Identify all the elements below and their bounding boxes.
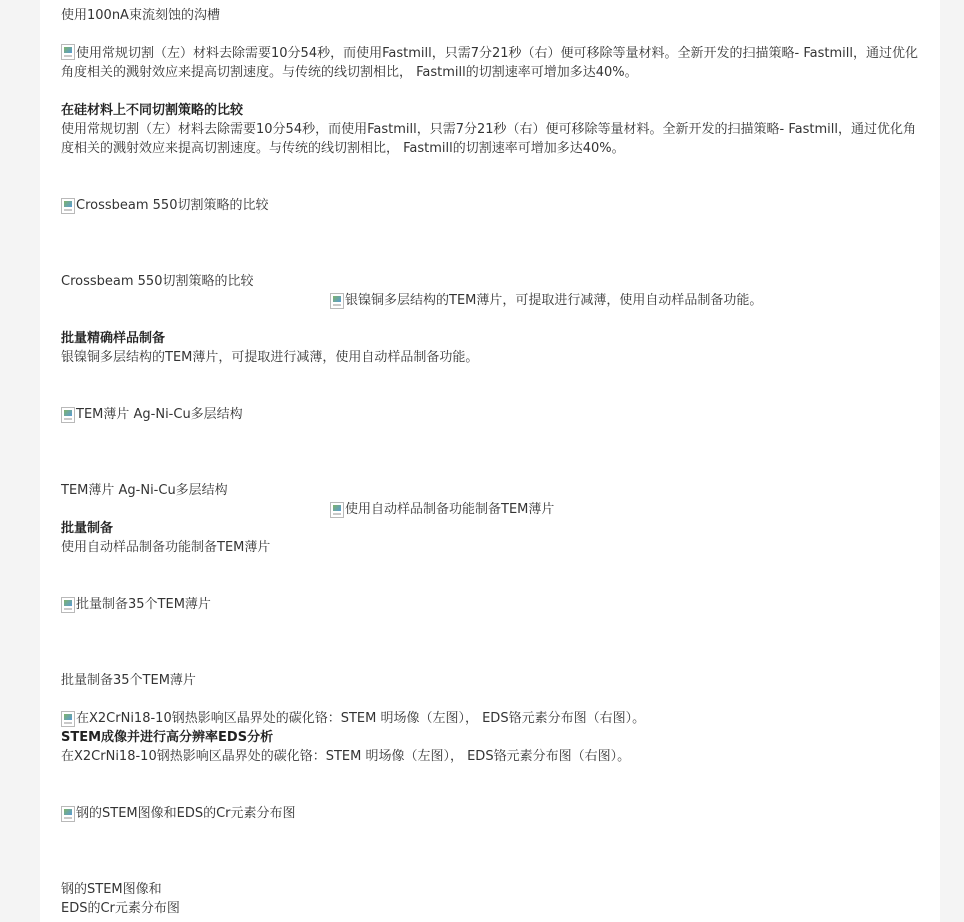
broken-image-icon <box>61 597 75 613</box>
batch-35-caption: 批量制备35个TEM薄片 <box>61 673 196 688</box>
section-heading-stem-eds: STEM成像并进行高分辨率EDS分析 <box>61 730 274 745</box>
tem-lamella-broken-image <box>61 405 243 424</box>
crossbeam-image-alt: Crossbeam 550切割策略的比较 <box>76 198 269 213</box>
stem-eds-broken-image <box>61 804 296 823</box>
crossbeam-broken-image <box>61 196 268 215</box>
page-container <box>40 0 940 922</box>
section-body-stem-eds: 在X2CrNi18-10钢热影响区晶界处的碳化铬：STEM 明场像（左图）， EDS铬元素分布图（右图）。 <box>61 749 631 764</box>
broken-image-icon <box>330 293 344 309</box>
stem-eds-caption-line-2: EDS的Cr元素分布图 <box>61 901 180 916</box>
stem-eds-caption-line-1: 钢的STEM图像和 <box>61 882 162 897</box>
broken-image-icon <box>61 711 75 727</box>
broken-image-icon <box>61 806 75 822</box>
fastmill-broken-image <box>61 44 921 80</box>
chromium-carbide-image-alt: 在X2CrNi18-10钢热影响区晶界处的碳化铬：STEM 明场像（左图）， EDS铬元素分布图（右图）。 <box>76 711 646 726</box>
broken-image-icon <box>61 198 75 214</box>
ag-ni-cu-broken-image <box>330 291 762 310</box>
intro-caption: 使用100nA束流刻蚀的沟槽 <box>61 8 220 23</box>
auto-prep-broken-image <box>330 500 554 519</box>
tem-lamella-image-alt: TEM薄片 Ag-Ni-Cu多层结构 <box>76 407 243 422</box>
broken-image-icon <box>61 44 75 60</box>
ag-ni-cu-image-alt: 银镍铜多层结构的TEM薄片，可提取进行减薄，使用自动样品制备功能。 <box>345 293 763 308</box>
batch-35-image-alt: 批量制备35个TEM薄片 <box>76 597 211 612</box>
fastmill-image-alt: 使用常规切割（左）材料去除需要10分54秒，而使用Fastmill，只需7分21秒（右）便可移除等量材料。全新开发的扫描策略- Fastmill，通过优化角度相关的溅射效应来提高切割速度。与传统的线切割相比， Fastmill的切割速率可增加多达40%。 <box>61 46 918 80</box>
crossbeam-caption: Crossbeam 550切割策略的比较 <box>61 274 254 289</box>
section-body-cutting-strategies: 使用常规切割（左）材料去除需要10分54秒，而使用Fastmill，只需7分21秒（右）便可移除等量材料。全新开发的扫描策略- Fastmill，通过优化角度相关的溅射效应来提高切割速度。与传统的线切割相比， Fastmill的切割速率可增加多达40%。 <box>61 122 916 156</box>
section-body-batch-precise-prep: 银镍铜多层结构的TEM薄片，可提取进行减薄，使用自动样品制备功能。 <box>61 350 479 365</box>
tem-lamella-caption: TEM薄片 Ag-Ni-Cu多层结构 <box>61 483 228 498</box>
section-heading-batch-precise-prep: 批量精确样品制备 <box>61 331 166 346</box>
chromium-carbide-broken-image <box>61 709 645 728</box>
broken-image-icon <box>61 407 75 423</box>
batch-35-broken-image <box>61 595 211 614</box>
section-body-batch-prep: 使用自动样品制备功能制备TEM薄片 <box>61 540 271 555</box>
section-heading-batch-prep: 批量制备 <box>61 521 114 536</box>
broken-image-icon <box>330 502 344 518</box>
auto-prep-image-alt: 使用自动样品制备功能制备TEM薄片 <box>345 502 555 517</box>
stem-eds-image-alt: 钢的STEM图像和EDS的Cr元素分布图 <box>76 806 296 821</box>
section-heading-cutting-strategies: 在硅材料上不同切割策略的比较 <box>61 103 244 118</box>
